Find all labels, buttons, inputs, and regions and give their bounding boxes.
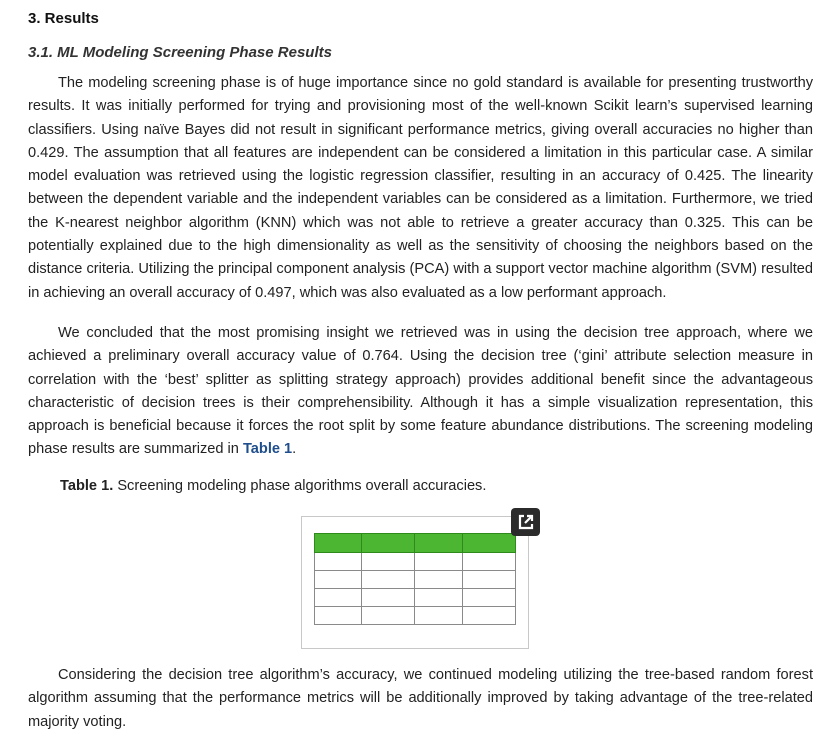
table-caption-text: Screening modeling phase algorithms overall accuracies. <box>113 478 487 494</box>
paragraph-decision-tree <box>28 322 813 462</box>
paragraph-random-forest: Considering the decision tree algorithm’s accuracy, we continued modeling utilizing the tree-based random forest algorithm assuming that the performance metrics will be additionally improved by taking advantage of the tree-related majority voting. <box>28 667 813 730</box>
paragraph-modeling-screening: The modeling screening phase is of huge importance since no gold standard is available for presenting trustworthy results. It was initially performed for trying and provisioning most of the well-known Scikit learn’s supervised learning classifiers. Using naïve Bayes did not result in significant performance metrics, giving overall accuracies no higher than 0.429. The assumption that all features are independent can be considered a limitation in this particular case. A similar model evaluation was retrieved using the logistic regression classifier, resulting in an accuracy of 0.425. The linearity between the dependent variable and the independent variables can be considered as a limitation. Furthermore, we tried the K-nearest neighbor algorithm (KNN) which was not able to retrieve a greater accuracy than 0.325. This can be potentially explained due to the high dimensionality as well as the sensitivity of choosing the neighbors based on the distance criteria. Utilizing the principal component analysis (PCA) with a support vector machine algorithm (SVM) resulted in achieving an overall accuracy of 0.497, which was also evaluated as a low performant approach. <box>28 75 813 301</box>
table-thumbnail[interactable] <box>301 516 529 649</box>
table-header-row <box>315 534 516 553</box>
open-table-button[interactable] <box>511 508 540 536</box>
table-row <box>315 589 516 607</box>
table-row <box>315 571 516 589</box>
paragraph-text-end: . <box>292 441 297 458</box>
table-thumbnail-grid <box>314 533 516 625</box>
table-caption-label: Table 1. <box>60 478 114 494</box>
table-caption <box>60 478 486 494</box>
table-row <box>315 607 516 625</box>
paragraph-text: We concluded that the most promising insight we retrieved was in using the decision tree approach, where we achieved a preliminary overall accuracy value of 0.764. Using the decision tree (‘gini’ attribute selection measure in correlation with the ‘best’ splitter as splitting strategy approach) provides additional benefit since the advantageous characteristic of decision trees is their comprehensibility. Although it has a simple visualization representation, this approach is beneficial because it forces the root split by some feature abundance distributions. The screening modeling phase results are summarized in <box>28 325 813 458</box>
table-1-link[interactable]: Table 1 <box>242 441 293 458</box>
open-external-icon <box>517 513 535 531</box>
table-row <box>315 553 516 571</box>
subsection-heading: 3.1. ML Modeling Screening Phase Results <box>28 44 332 61</box>
section-heading: 3. Results <box>28 10 99 27</box>
